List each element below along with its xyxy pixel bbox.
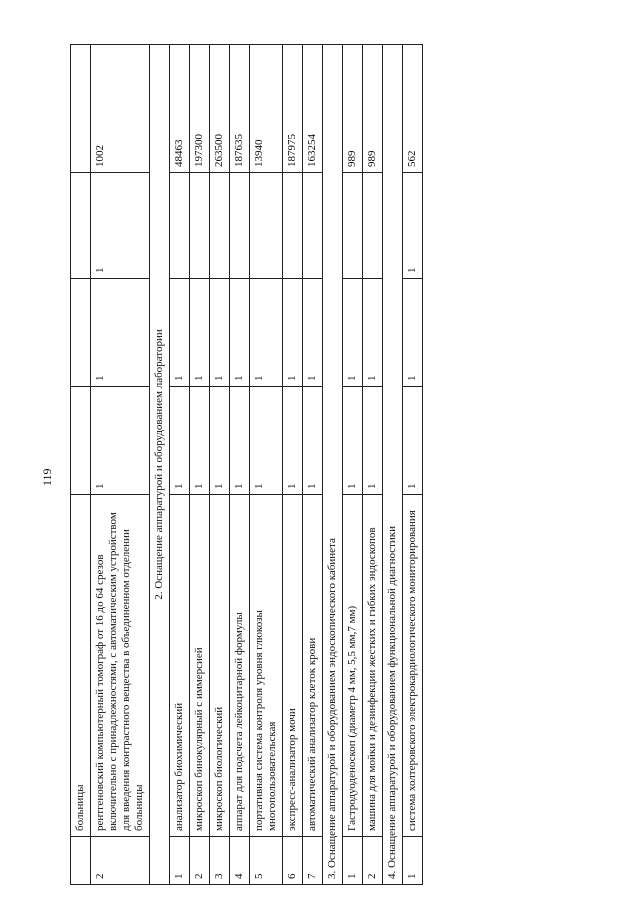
quantity-cell-a: 1 (91, 387, 150, 495)
section-heading: 3. Оснащение аппаратурой и оборудованием эндоскопического кабинета (323, 45, 343, 885)
quantity-cell-a: 1 (210, 387, 230, 495)
quantity-cell-b: 1 (343, 279, 363, 387)
page-number: 119 (40, 468, 54, 486)
quantity-cell-a: 1 (343, 387, 363, 495)
quantity-cell-b: 1 (230, 279, 250, 387)
quantity-cell-a: 1 (303, 387, 323, 495)
price-cell: 13940 (250, 45, 283, 173)
quantity-cell-c (210, 173, 230, 279)
row-number-cell: 1 (170, 837, 190, 885)
price-cell: 989 (363, 45, 383, 173)
row-number-cell: 5 (250, 837, 283, 885)
table-row (403, 45, 423, 885)
quantity-cell-b: 1 (210, 279, 230, 387)
quantity-cell-a: 1 (190, 387, 210, 495)
price-cell: 197300 (190, 45, 210, 173)
quantity-cell-c (71, 173, 91, 279)
price-cell: 48463 (170, 45, 190, 173)
quantity-cell-c: 1 (403, 173, 423, 279)
price-cell: 163254 (303, 45, 323, 173)
price-cell: 562 (403, 45, 423, 173)
price-cell: 187635 (230, 45, 250, 173)
quantity-cell-b: 1 (283, 279, 303, 387)
quantity-cell-a: 1 (170, 387, 190, 495)
quantity-cell-b: 1 (403, 279, 423, 387)
quantity-cell-c (170, 173, 190, 279)
row-number-cell: 1 (403, 837, 423, 885)
equipment-name-cell: рентгеновский компьютерный томограф от 16 до 64 срезов включительно с принадлежностями, с автоматическим устройством для введения контрастного вещества в объединенном отделении больницы (91, 495, 150, 837)
row-number-cell: 4 (230, 837, 250, 885)
quantity-cell-c (303, 173, 323, 279)
equipment-table (70, 44, 423, 885)
quantity-cell-c (343, 173, 363, 279)
quantity-cell-a: 1 (230, 387, 250, 495)
equipment-name-cell: автоматический анализатор клеток крови (303, 495, 323, 837)
row-number-cell (71, 837, 91, 885)
equipment-name-cell: система холтеровского электрокардиологического мониторирования (403, 495, 423, 837)
quantity-cell-b: 1 (190, 279, 210, 387)
equipment-name-cell: микроскоп бинокулярный с иммерсией (190, 495, 210, 837)
table-row (91, 45, 150, 885)
row-number-cell: 3 (210, 837, 230, 885)
quantity-cell-b: 1 (250, 279, 283, 387)
table-row (170, 45, 190, 885)
table-row (210, 45, 230, 885)
quantity-cell-c (250, 173, 283, 279)
quantity-cell-c (283, 173, 303, 279)
quantity-cell-c (363, 173, 383, 279)
document-sheet (70, 45, 640, 885)
row-number-cell: 7 (303, 837, 323, 885)
table-row (190, 45, 210, 885)
row-number-cell: 6 (283, 837, 303, 885)
equipment-name-cell: портативная система контроля уровня глюкозы многопользовательская (250, 495, 283, 837)
table-row (343, 45, 363, 885)
price-cell: 989 (343, 45, 363, 173)
quantity-cell-c (190, 173, 210, 279)
equipment-name-cell: аппарат для подсчета лейкоцитарной формулы (230, 495, 250, 837)
quantity-cell-a: 1 (363, 387, 383, 495)
row-number-cell: 2 (91, 837, 150, 885)
row-number-cell: 2 (190, 837, 210, 885)
table-row (283, 45, 303, 885)
price-cell: 263500 (210, 45, 230, 173)
table-row (363, 45, 383, 885)
quantity-cell-a: 1 (283, 387, 303, 495)
equipment-name-cell: анализатор биохимический (170, 495, 190, 837)
equipment-name-cell: экспресс-анализатор мочи (283, 495, 303, 837)
quantity-cell-c: 1 (91, 173, 150, 279)
section-heading-row (150, 45, 170, 885)
table-row (230, 45, 250, 885)
price-cell: 187975 (283, 45, 303, 173)
quantity-cell-b: 1 (91, 279, 150, 387)
row-number-cell: 1 (343, 837, 363, 885)
section-heading: 4. Оснащение аппаратурой и оборудованием функциональной диагностики (383, 45, 403, 885)
quantity-cell-b (71, 279, 91, 387)
equipment-name-cell: машина для мойки и дезинфекции жестких и гибких эндоскопов (363, 495, 383, 837)
table-row (71, 45, 91, 885)
quantity-cell-a: 1 (403, 387, 423, 495)
equipment-name-cell: больницы (71, 495, 91, 837)
quantity-cell-c (230, 173, 250, 279)
equipment-name-cell: Гастродуоденоскоп (диаметр 4 мм, 5,5 мм,7 мм) (343, 495, 363, 837)
quantity-cell-b: 1 (303, 279, 323, 387)
quantity-cell-a: 1 (250, 387, 283, 495)
section-heading: 2. Оснащение аппаратурой и оборудованием лаборатории (150, 45, 170, 885)
quantity-cell-b: 1 (170, 279, 190, 387)
quantity-cell-a (71, 387, 91, 495)
equipment-table-body (71, 45, 423, 885)
price-cell: 1002 (91, 45, 150, 173)
quantity-cell-b: 1 (363, 279, 383, 387)
table-row (303, 45, 323, 885)
equipment-name-cell: микроскоп биологический (210, 495, 230, 837)
section-heading-row (323, 45, 343, 885)
row-number-cell: 2 (363, 837, 383, 885)
section-heading-row (383, 45, 403, 885)
table-row (250, 45, 283, 885)
price-cell (71, 45, 91, 173)
